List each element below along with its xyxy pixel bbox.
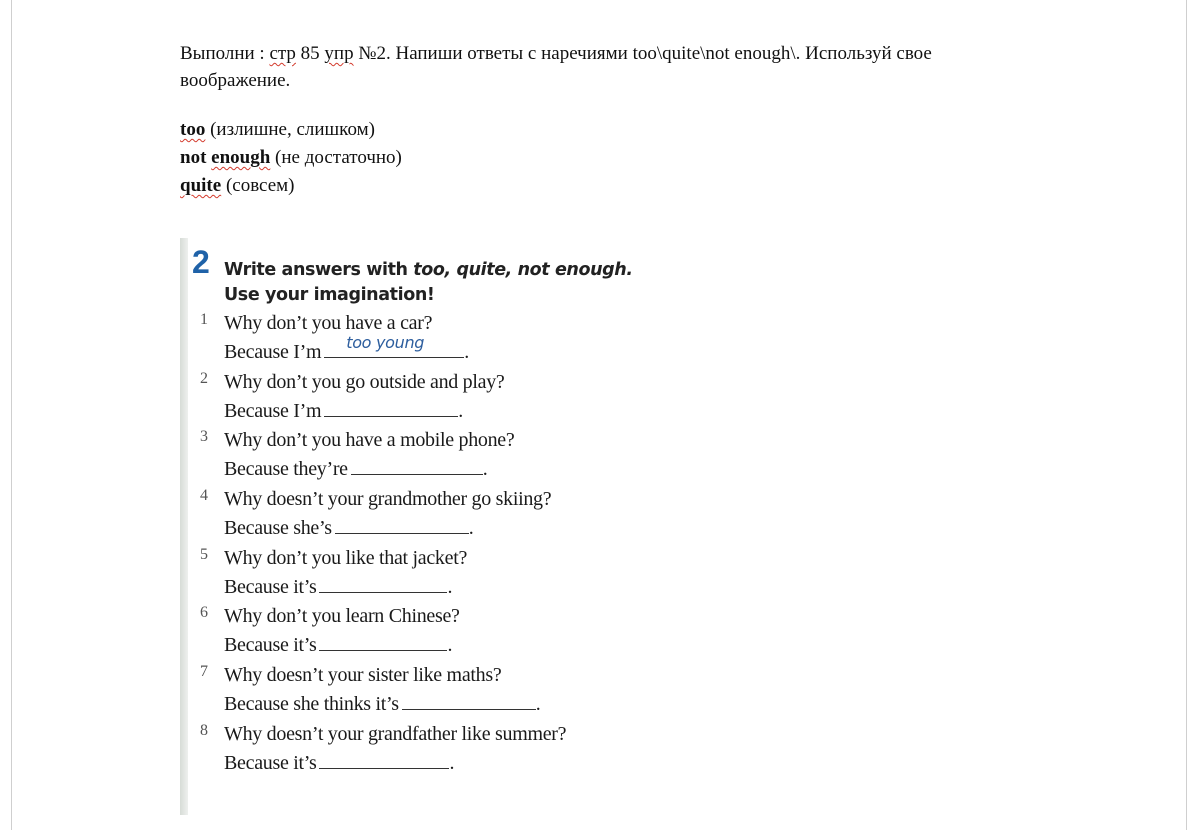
definitions-list <box>180 116 402 200</box>
answer-blank[interactable] <box>351 458 483 475</box>
instruction-line-2: воображение. <box>180 70 291 91</box>
item-number: 3 <box>200 428 208 446</box>
item-number: 8 <box>200 721 208 739</box>
question: Why doesn’t your grandmother go skiing? <box>224 488 552 511</box>
exercise-item-3 <box>180 427 640 486</box>
spellcheck-word: стр <box>269 43 296 64</box>
page-right-edge <box>1186 0 1187 830</box>
spellcheck-word: упр <box>324 43 354 64</box>
answer-blank[interactable] <box>319 576 447 593</box>
answer-blank[interactable] <box>335 517 469 534</box>
answer-line: Because I’m . <box>224 399 463 422</box>
answer-line: Because it’s . <box>224 575 453 598</box>
definition-too: too (излишне, слишком) <box>180 119 375 140</box>
textbook-exercise-image <box>180 238 640 815</box>
exercise-item-5 <box>180 545 640 604</box>
exercise-item-1 <box>180 310 640 369</box>
item-number: 7 <box>200 663 208 681</box>
item-number: 5 <box>200 545 208 563</box>
answer-blank[interactable] <box>402 693 536 710</box>
question: Why doesn’t your grandfather like summer? <box>224 722 567 745</box>
answer-blank[interactable] <box>324 400 458 417</box>
answer-line: Because it’s . <box>224 634 453 657</box>
exercise-item-6 <box>180 603 640 662</box>
exercise-item-4 <box>180 486 640 545</box>
question: Why don’t you have a mobile phone? <box>224 429 515 452</box>
task-instruction <box>180 40 1080 94</box>
question: Why don’t you go outside and play? <box>224 370 505 393</box>
answer-line: Because she thinks it’s . <box>224 693 541 716</box>
item-number: 4 <box>200 487 208 505</box>
exercise-item-7 <box>180 662 640 721</box>
exercise-item-8 <box>180 721 640 780</box>
definition-not-enough: not enough (не достаточно) <box>180 147 402 168</box>
item-number: 6 <box>200 604 208 622</box>
answer-line: Because it’s . <box>224 751 455 774</box>
instruction-line-1: Выполни : стр 85 упр №2. Напиши ответы с наречиями too\quite\not enough\. Используй свое <box>180 43 932 64</box>
question: Why don’t you learn Chinese? <box>224 605 460 628</box>
answer-line: Because they’re . <box>224 458 488 481</box>
question: Why doesn’t your sister like maths? <box>224 664 502 687</box>
answer-blank[interactable] <box>319 752 449 769</box>
item-number: 1 <box>200 311 208 328</box>
page-left-edge <box>11 0 12 830</box>
item-number: 2 <box>200 369 208 387</box>
answer-blank[interactable] <box>324 333 464 358</box>
exercise-number: 2 <box>192 244 210 280</box>
definition-quite: quite (совсем) <box>180 175 295 196</box>
exercise-item-2 <box>180 369 640 428</box>
answer-line: Because she’s . <box>224 517 474 540</box>
question: Why don’t you have a car? <box>224 312 433 334</box>
exercise-title: Write answers with too, quite, not enough. Use your imagination! <box>224 260 633 305</box>
answer-line: Because I’m too young . <box>224 339 469 365</box>
exercise-items <box>180 310 640 780</box>
question: Why don’t you like that jacket? <box>224 546 468 569</box>
handwritten-answer: too young <box>346 333 425 352</box>
answer-blank[interactable] <box>319 634 447 651</box>
